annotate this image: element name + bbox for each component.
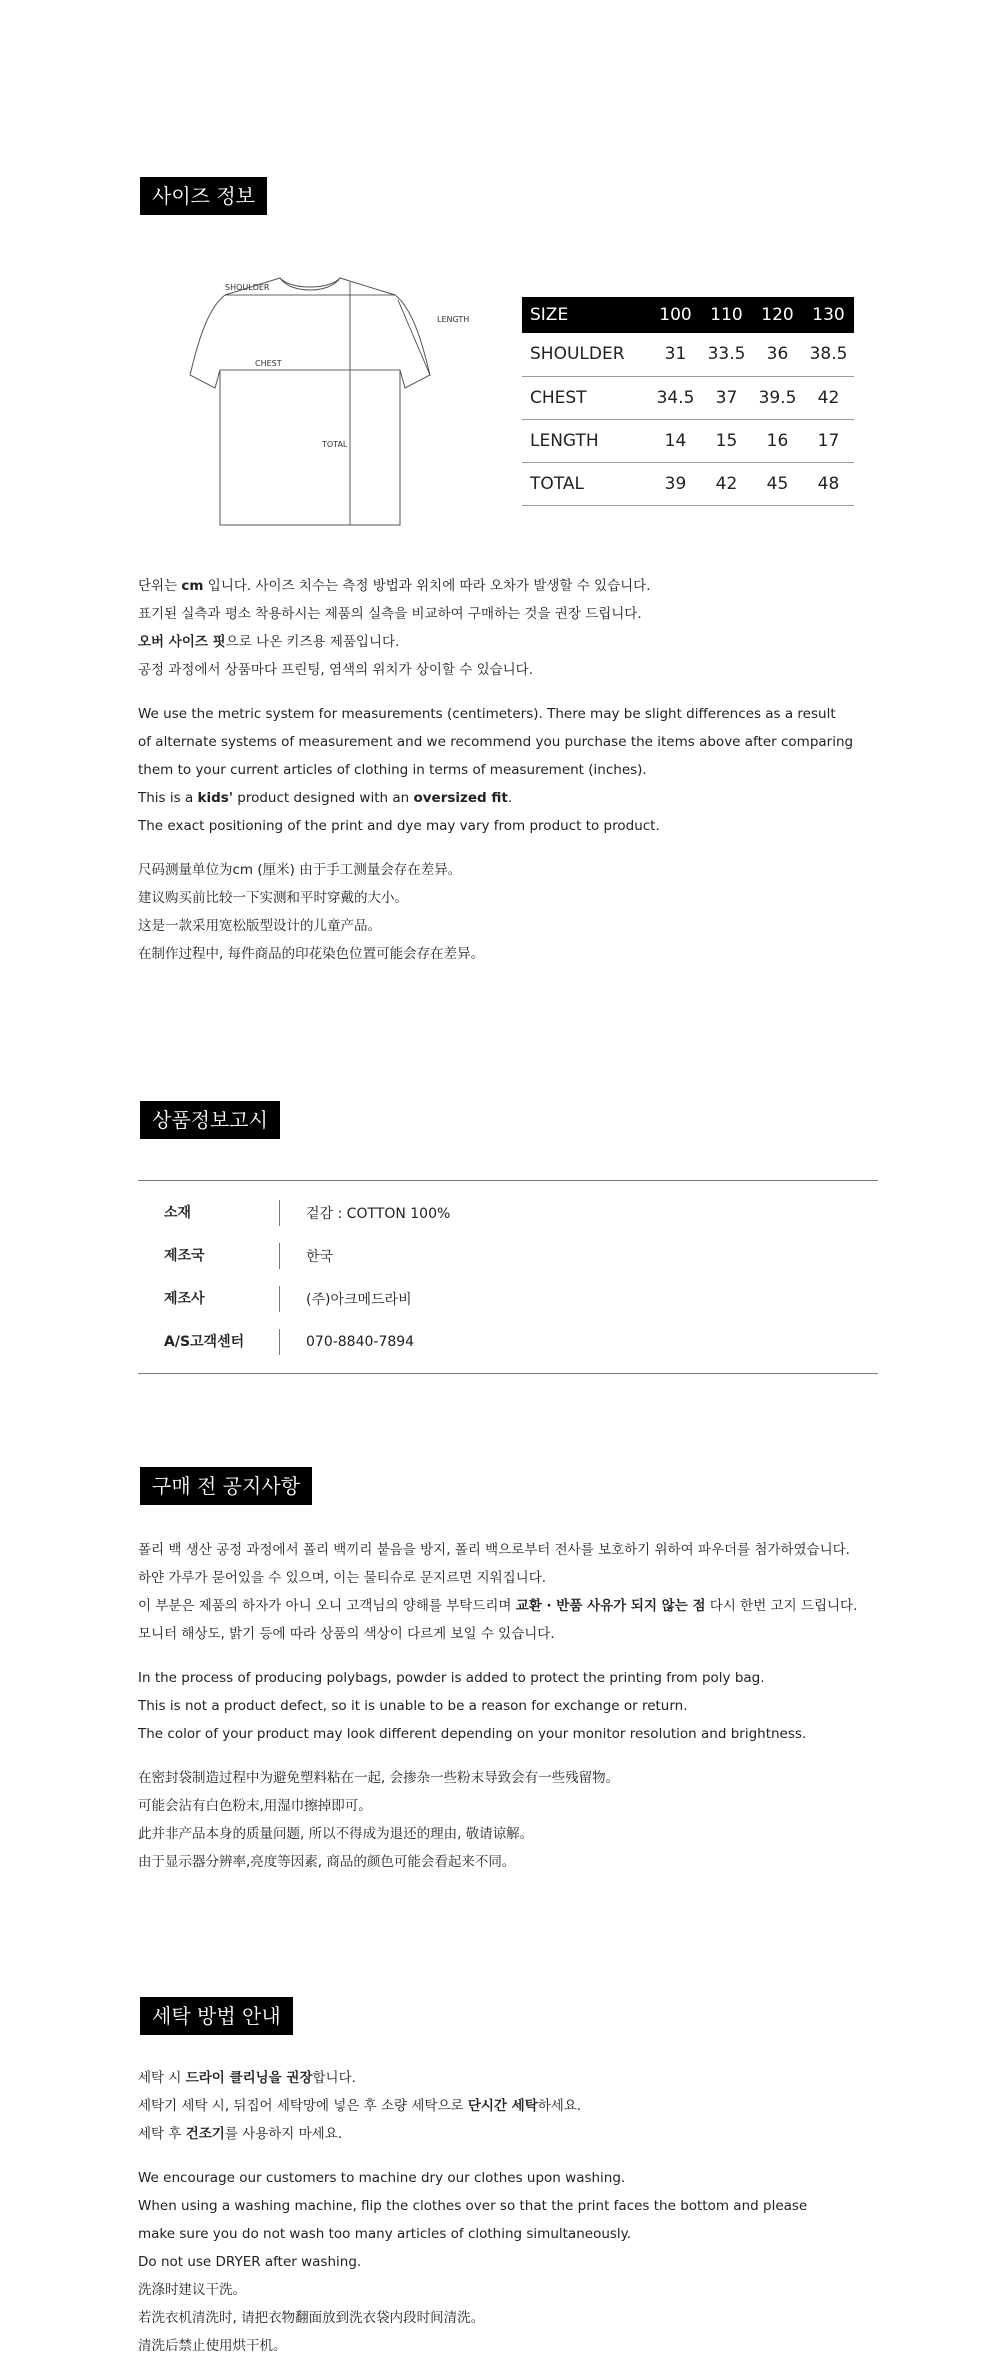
chest-label: CHEST [255,359,282,368]
table-cell: 45 [752,462,803,505]
info-value: 겉감 : COTTON 100% [306,1205,451,1222]
text-line: 若洗衣机清洗时, 请把衣物翻面放到洗衣袋内段时间清洗。 [138,2310,485,2326]
text-line: 세탁 후 건조기를 사용하지 마세요. [138,2126,343,2142]
table-cell: LENGTH [522,419,650,462]
table-cell: 39.5 [752,376,803,419]
table-cell: CHEST [522,376,650,419]
table-cell: TOTAL [522,462,650,505]
table-row [138,1277,878,1320]
size-section-title: 사이즈 정보 [140,177,267,215]
wash-en [138,2164,807,2276]
notice-section-title: 구매 전 공지사항 [140,1467,312,1505]
table-cell: 38.5 [803,333,854,376]
text-line: In the process of producing polybags, powder is added to protect the printing from poly bag. [138,1670,765,1686]
total-label: TOTAL [322,440,348,449]
notice-zh [138,1764,619,1876]
tshirt-size-diagram [180,270,480,530]
text-line: 这是一款采用宽松版型设计的儿童产品。 [138,918,381,934]
info-value: (주)아크메드라비 [306,1291,412,1308]
table-cell: 36 [752,333,803,376]
info-section-title: 상품정보고시 [140,1101,280,1139]
table-cell: 14 [650,419,701,462]
table-cell: SHOULDER [522,333,650,376]
table-row [522,419,854,462]
text-line: We use the metric system for measurements (centimeters). There may be slight differences as a result [138,706,836,722]
size-table-header [522,297,854,333]
text-line: 由于显示器分辨率,亮度等因素, 商品的颜色可能会看起来不同。 [138,1854,516,1870]
text-line: 尺码测量单位为cm (厘米) 由于手工测量会存在差异。 [138,862,462,878]
text-line: 공정 과정에서 상품마다 프린팅, 염색의 위치가 상이할 수 있습니다. [138,662,534,678]
text-line: 此并非产品本身的质量问题, 所以不得成为退还的理由, 敬请谅解。 [138,1826,534,1842]
text-line: 오버 사이즈 핏으로 나온 키즈용 제품입니다. [138,634,400,650]
table-row [522,376,854,419]
table-cell: 42 [701,462,752,505]
table-row [138,1320,878,1363]
table-cell: 31 [650,333,701,376]
text-line: 洗涤时建议干洗。 [138,2282,246,2298]
table-cell: 16 [752,419,803,462]
info-key: 제조사 [138,1286,280,1312]
table-row [522,333,854,376]
table-row [138,1234,878,1277]
info-key: A/S고객센터 [138,1329,280,1355]
text-line: 可能会沾有白色粉末,用湿巾擦掉即可。 [138,1798,372,1814]
text-line: 세탁 시 드라이 클리닝을 권장합니다. [138,2070,356,2086]
info-key: 소재 [138,1200,280,1226]
table-row [138,1191,878,1234]
text-line: 세탁기 세탁 시, 뒤집어 세탁망에 넣은 후 소량 세탁으로 단시간 세탁하세요. [138,2098,582,2114]
text-line: 在制作过程中, 每件商品的印花染色位置可能会存在差异。 [138,946,485,962]
size-notice-zh [138,856,484,968]
info-value: 070-8840-7894 [306,1333,415,1350]
size-notice-ko [138,572,651,684]
text-line: 建议购买前比较一下实测和平时穿戴的大小。 [138,890,408,906]
text-line: them to your current articles of clothing in terms of measurement (inches). [138,762,647,778]
table-row [522,462,854,505]
table-cell: 100 [650,297,701,333]
table-cell: 34.5 [650,376,701,419]
text-line: make sure you do not wash too many articles of clothing simultaneously. [138,2226,632,2242]
text-line: This is not a product defect, so it is unable to be a reason for exchange or return. [138,1698,688,1714]
table-cell: 33.5 [701,333,752,376]
table-cell: 110 [701,297,752,333]
size-notice-en [138,700,853,840]
text-line: 在密封袋制造过程中为避免塑料粘在一起, 会掺杂一些粉末导致会有一些残留物。 [138,1770,620,1786]
shoulder-label: SHOULDER [225,283,270,292]
text-line: 하얀 가루가 묻어있을 수 있으며, 이는 물티슈로 문지르면 지워집니다. [138,1570,547,1586]
text-line: 폴리 백 생산 공정 과정에서 폴리 백끼리 붙음을 방지, 폴리 백으로부터 전사를 보호하기 위하여 파우더를 첨가하였습니다. [138,1542,850,1558]
text-line: 단위는 cm 입니다. 사이즈 치수는 측정 방법과 위치에 따라 오차가 발생할 수 있습니다. [138,578,651,594]
product-info-table [138,1180,878,1374]
text-line: 清洗后禁止使用烘干机。 [138,2338,287,2354]
table-cell: 120 [752,297,803,333]
text-line: 모니터 해상도, 밝기 등에 따라 상품의 색상이 다르게 보일 수 있습니다. [138,1626,555,1642]
table-cell: 37 [701,376,752,419]
info-key: 제조국 [138,1243,280,1269]
text-line: 표기된 실측과 평소 착용하시는 제품의 실측을 비교하여 구매하는 것을 권장 드립니다. [138,606,642,622]
wash-section-title: 세탁 방법 안내 [140,1997,293,2035]
info-value: 한국 [306,1248,334,1265]
length-label: LENGTH [437,315,470,324]
wash-ko [138,2064,581,2148]
table-cell: 39 [650,462,701,505]
table-cell: 15 [701,419,752,462]
wash-zh [138,2276,484,2357]
text-line: Do not use DRYER after washing. [138,2254,362,2270]
text-line: The color of your product may look different depending on your monitor resolution and brightness. [138,1726,807,1742]
text-line: of alternate systems of measurement and we recommend you purchase the items above after comparing [138,734,854,750]
text-line: The exact positioning of the print and dye may vary from product to product. [138,818,660,834]
text-line: When using a washing machine, flip the clothes over so that the print faces the bottom and please [138,2198,808,2214]
table-cell: 130 [803,297,854,333]
table-cell: 42 [803,376,854,419]
text-line: This is a kids' product designed with an oversized fit. [138,790,513,806]
text-line: We encourage our customers to machine dry our clothes upon washing. [138,2170,626,2186]
notice-en [138,1664,806,1748]
text-line: 이 부분은 제품의 하자가 아니 오니 고객님의 양해를 부탁드리며 교환 · 반품 사유가 되지 않는 점 다시 한번 고지 드립니다. [138,1598,858,1614]
table-cell: 48 [803,462,854,505]
size-table [522,297,854,506]
table-cell: SIZE [522,297,650,333]
table-cell: 17 [803,419,854,462]
notice-ko [138,1536,857,1648]
